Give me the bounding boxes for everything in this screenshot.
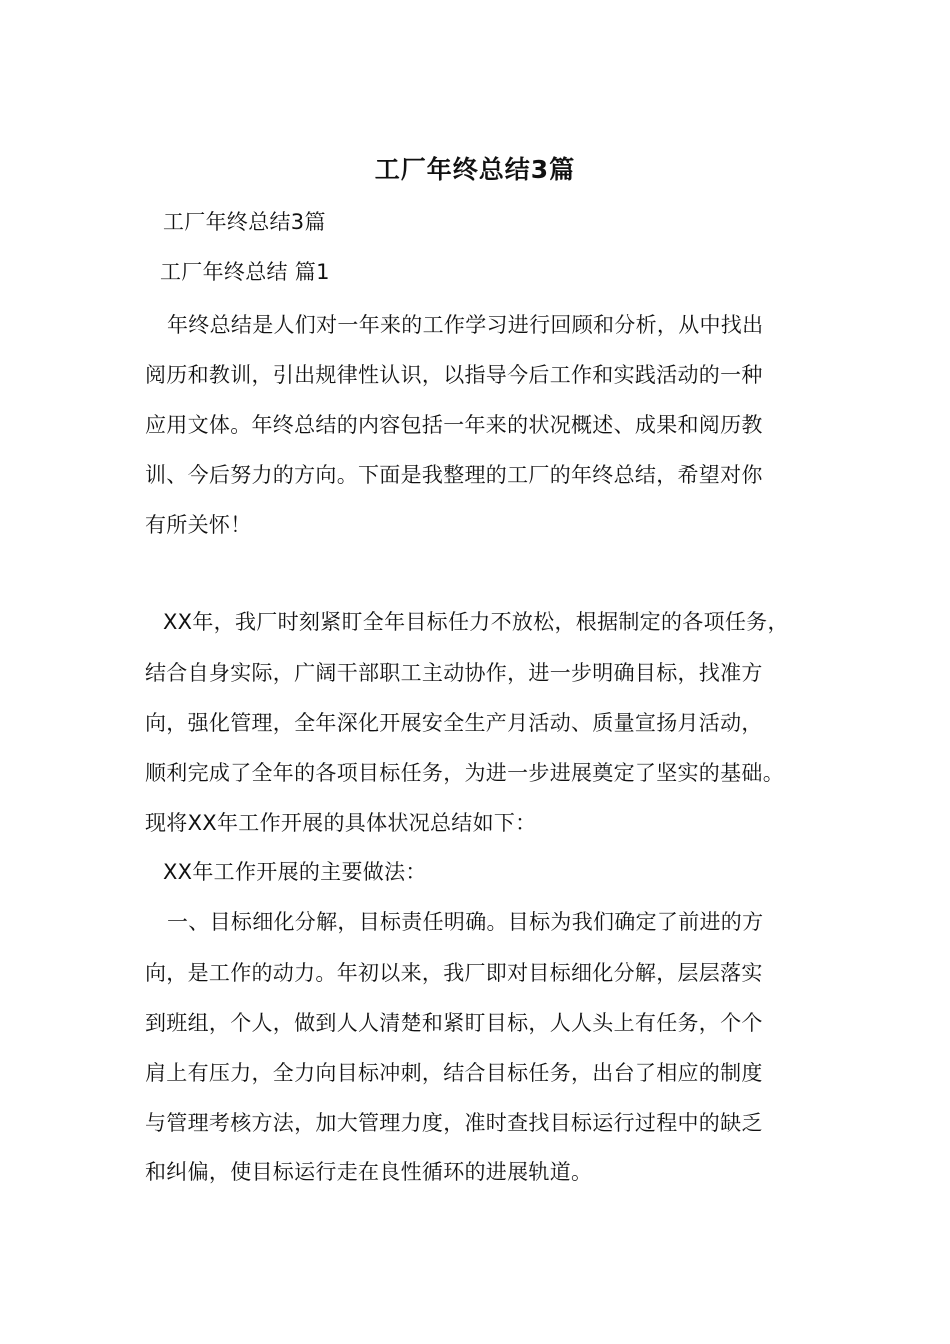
summary-line: 向，强化管理，全年深化开展安全生产月活动、质量宣扬月活动， (145, 711, 763, 735)
document-subtitle: 工厂年终总结3篇 (163, 210, 326, 234)
document-title: 工厂年终总结3篇 (374, 155, 576, 184)
intro-line: 训、今后努力的方向。下面是我整理的工厂的年终总结，希望对你 (145, 463, 763, 487)
intro-line: 应用文体。年终总结的内容包括一年来的状况概述、成果和阅历教 (145, 413, 763, 437)
point-one-line: 向，是工作的动力。年初以来，我厂即对目标细化分解，层层落实 (145, 961, 763, 985)
section-heading: 工厂年终总结 篇1 (160, 260, 330, 284)
intro-line: 阅历和教训，引出规律性认识，以指导今后工作和实践活动的一种 (145, 363, 763, 387)
summary-line: 结合自身实际，广阔干部职工主动协作，进一步明确目标，找准方 (145, 661, 763, 685)
practices-heading: XX年工作开展的主要做法： (163, 860, 427, 884)
point-one-line: 肩上有压力，全力向目标冲刺，结合目标任务，出台了相应的制度 (145, 1061, 763, 1085)
summary-line: 现将XX年工作开展的具体状况总结如下： (145, 811, 537, 835)
point-one-line: 到班组，个人，做到人人清楚和紧盯目标，人人头上有任务，个个 (145, 1011, 763, 1035)
intro-line: 年终总结是人们对一年来的工作学习进行回顾和分析，从中找出 (167, 313, 764, 337)
point-one-line: 一、目标细化分解，目标责任明确。目标为我们确定了前进的方 (167, 910, 764, 934)
point-one-line: 与管理考核方法，加大管理力度，准时查找目标运行过程中的缺乏 (145, 1111, 763, 1135)
point-one-line: 和纠偏，使目标运行走在良性循环的进展轨道。 (145, 1160, 593, 1184)
summary-line: XX年，我厂时刻紧盯全年目标任力不放松，根据制定的各项任务， (163, 610, 789, 634)
intro-line: 有所关怀！ (145, 513, 252, 537)
summary-line: 顺利完成了全年的各项目标任务，为进一步进展奠定了坚实的基础。 (145, 761, 784, 785)
